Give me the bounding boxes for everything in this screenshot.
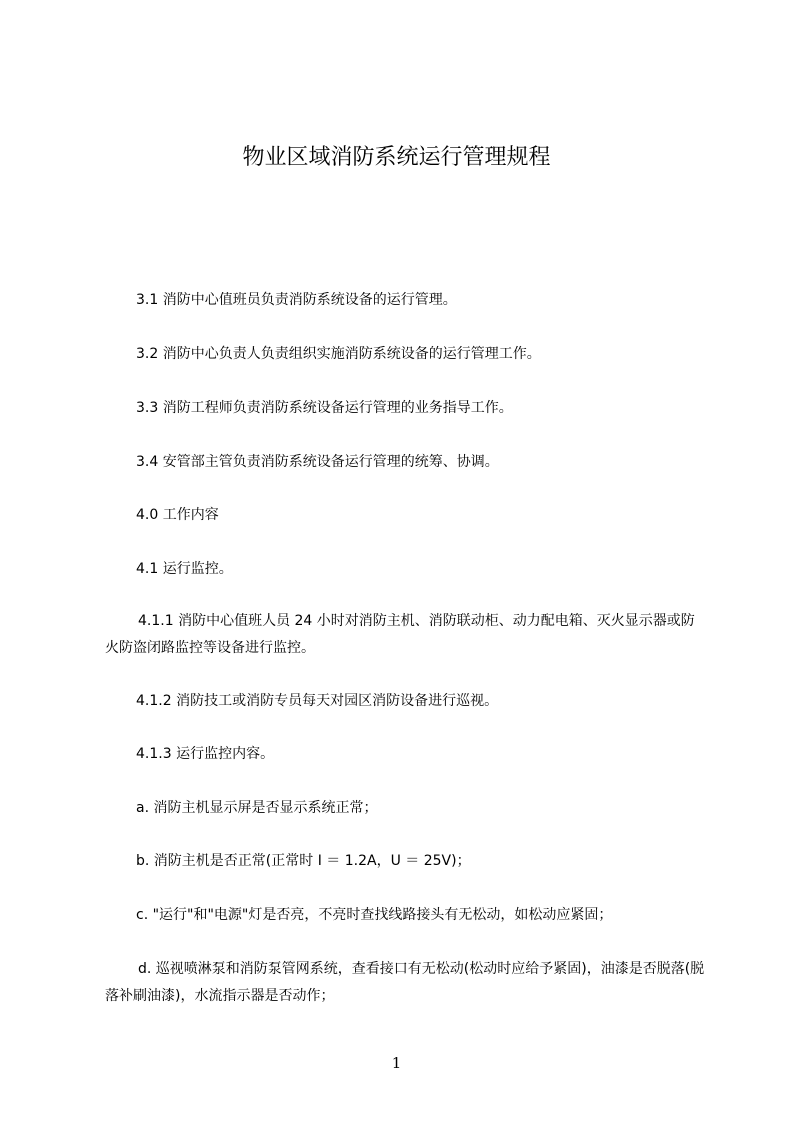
- paragraph-4-1: 4.1 运行监控。: [136, 561, 233, 577]
- document-title: 物业区域消防系统运行管理规程: [242, 145, 551, 170]
- page-number: 1: [391, 1054, 402, 1072]
- list-item-a: a. 消防主机显示屏是否显示系统正常；: [136, 800, 378, 816]
- paragraph-4-1-3: 4.1.3 运行监控内容。: [136, 746, 275, 762]
- list-item-d: d. 巡视喷淋泵和消防泵管网系统，查看接口有无松动(松动时应给予紧固)，油漆是否脱落(脱落补刷油漆)，水流指示器是否动作；: [105, 961, 705, 1004]
- paragraph-3-2: 3.2 消防中心负责人负责组织实施消防系统设备的运行管理工作。: [136, 346, 541, 362]
- paragraph-4-1-1: 4.1.1 消防中心值班人员 24 小时对消防主机、消防联动柜、动力配电箱、灭火显示器或防火防盗闭路监控等设备进行监控。: [105, 613, 695, 656]
- list-item-c: c. "运行"和"电源"灯是否亮，不亮时查找线路接头有无松动，如松动应紧固；: [136, 907, 613, 923]
- paragraph-3-3: 3.3 消防工程师负责消防系统设备运行管理的业务指导工作。: [136, 400, 513, 416]
- paragraph-3-4: 3.4 安管部主管负责消防系统设备运行管理的统筹、协调。: [136, 454, 499, 470]
- list-item-b: b. 消防主机是否正常(正常时 I ＝ 1.2A，U ＝ 25V)；: [136, 853, 471, 869]
- paragraph-4-1-2: 4.1.2 消防技工或消防专员每天对园区消防设备进行巡视。: [136, 693, 499, 709]
- paragraph-3-1: 3.1 消防中心值班员负责消防系统设备的运行管理。: [136, 292, 457, 308]
- section-heading-4-0: 4.0 工作内容: [136, 507, 219, 523]
